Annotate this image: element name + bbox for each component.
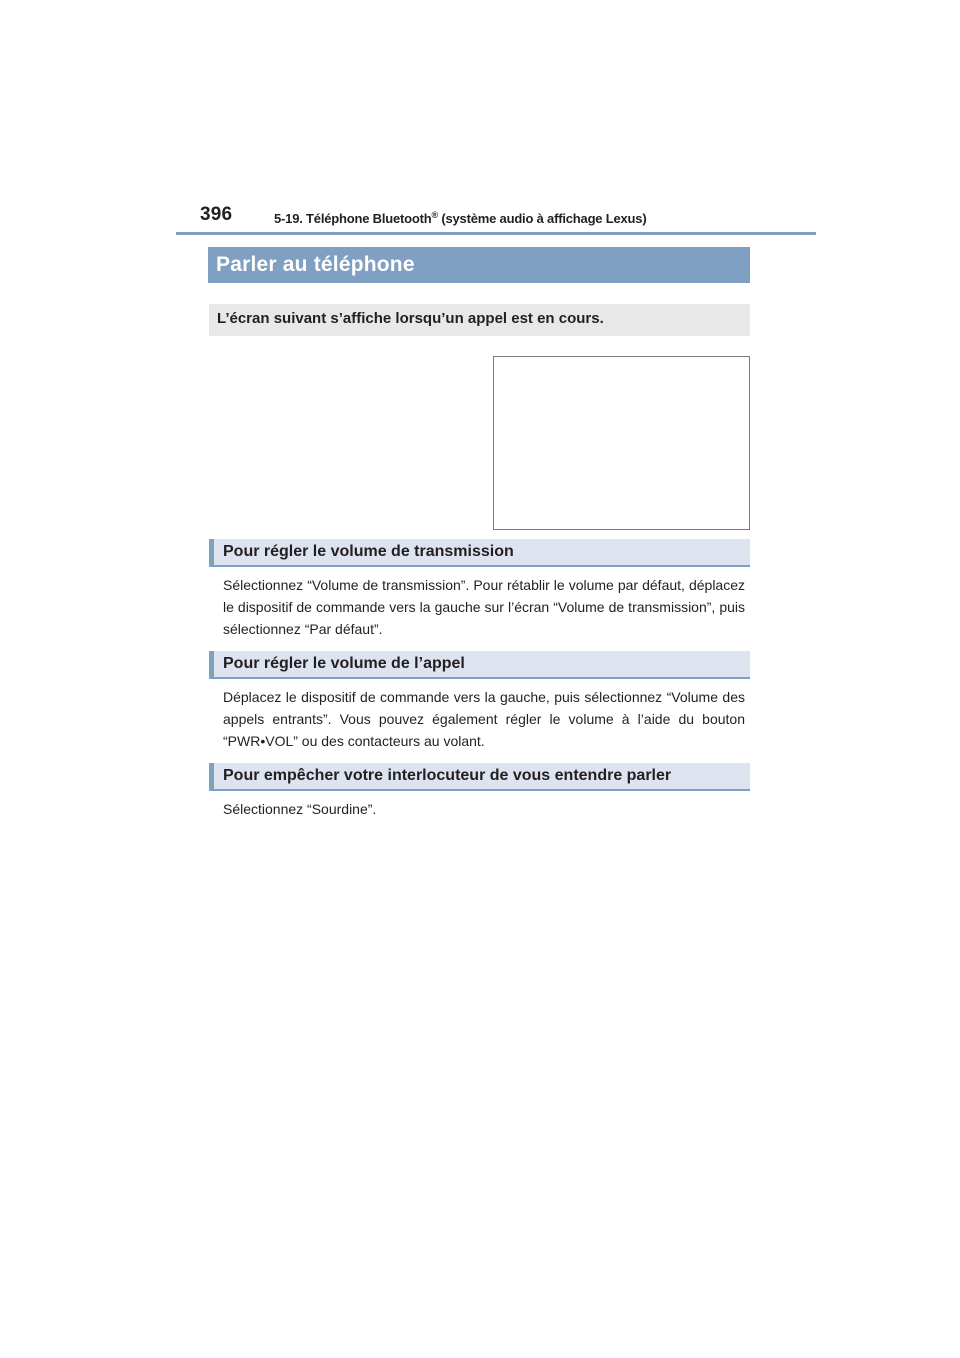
- chapter-header: [274, 210, 646, 226]
- subsection-heading-transmission: [209, 539, 750, 567]
- section-banner: [208, 247, 750, 283]
- call-screen-image-frame: [493, 356, 750, 530]
- section-title: Parler au téléphone: [216, 253, 415, 276]
- heading-accent-bar: [209, 651, 214, 679]
- subsection-heading-mute: [209, 763, 750, 791]
- chapter-title: 5-19. Téléphone Bluetooth: [274, 211, 432, 226]
- registered-mark: ®: [431, 210, 438, 220]
- intro-text: L’écran suivant s’affiche lorsqu’un appel est en cours.: [217, 310, 604, 327]
- subsection-title: Pour régler le volume de l’appel: [223, 655, 465, 672]
- subsection-heading-call-volume: [209, 651, 750, 679]
- subsection-text-mute: Sélectionnez “Sourdine”.: [223, 801, 377, 817]
- chapter-subtitle: (système audio à affichage Lexus): [437, 211, 647, 226]
- header-rule: [176, 232, 816, 235]
- subsection-text-call-volume: Déplacez le dispositif de commande vers la gauche, puis sélectionnez “Volume des appels entrants”. Vous pouvez également régler le volume à l’aide du bouton “PWR•VOL” ou des contacteurs au volant.: [223, 689, 745, 749]
- heading-accent-bar: [209, 763, 214, 791]
- intro-box: [209, 304, 750, 336]
- subsection-title: Pour régler le volume de transmission: [223, 543, 514, 560]
- subsection-title: Pour empêcher votre interlocuteur de vous entendre parler: [223, 767, 672, 784]
- page-number: 396: [200, 204, 233, 225]
- heading-accent-bar: [209, 539, 214, 567]
- subsection-text-transmission: Sélectionnez “Volume de transmission”. Pour rétablir le volume par défaut, déplacez le dispositif de commande vers la gauche sur l’écran “Volume de transmission”, puis sélectionnez “Par défaut”.: [223, 577, 745, 637]
